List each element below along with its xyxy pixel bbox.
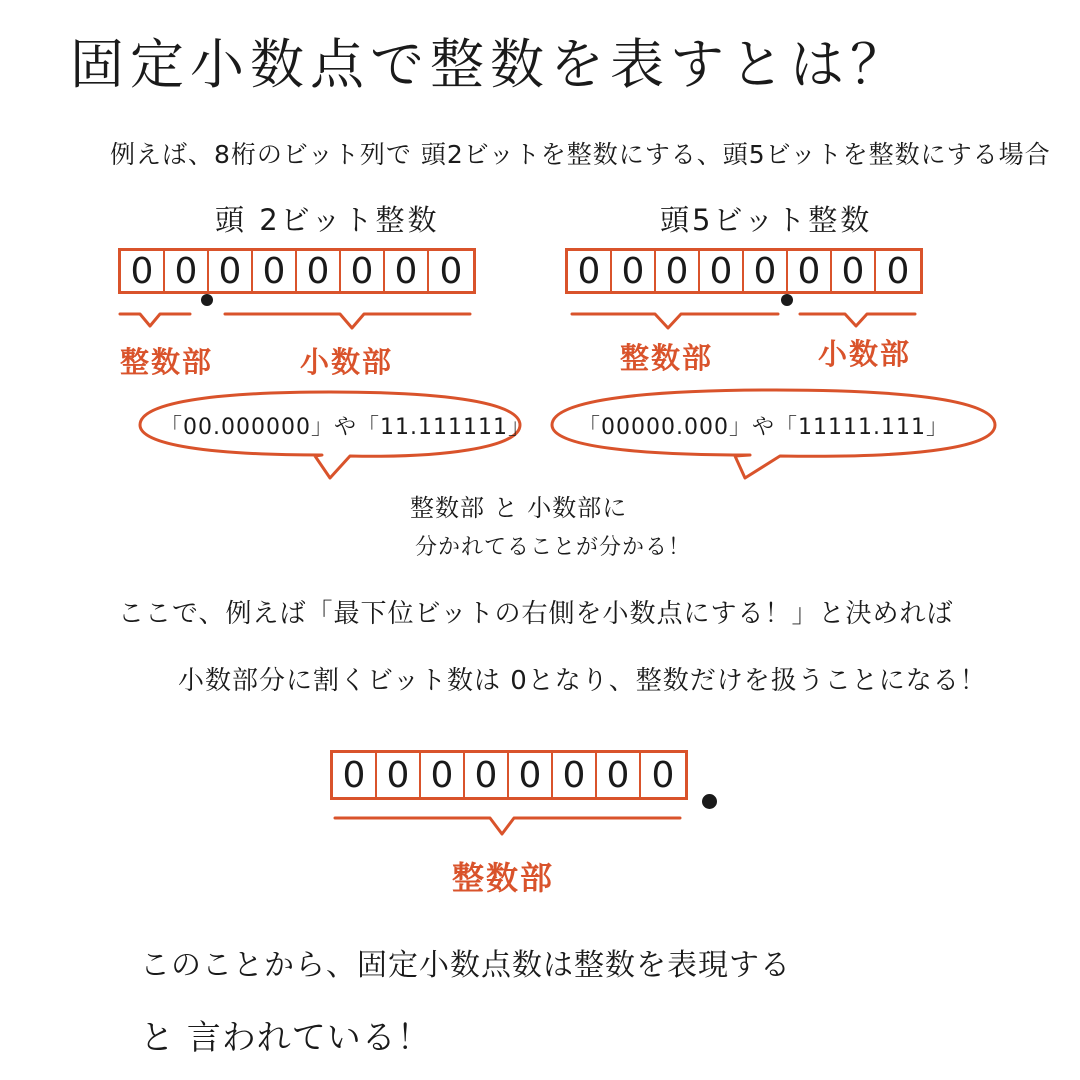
left-fraction-label: 小数部 <box>300 345 394 379</box>
intro-text: 例えば、8桁のビット列で 頭2ビットを整数にする、頭5ビットを整数にする場合 <box>110 140 1051 169</box>
page-title: 固定小数点で整数を表すとは？ <box>70 33 910 96</box>
bit-cell: 0 <box>700 251 744 291</box>
bit-cell: 0 <box>744 251 788 291</box>
bit-cell: 0 <box>333 753 377 797</box>
bit-cell: 0 <box>121 251 165 291</box>
bit-cell: 0 <box>165 251 209 291</box>
bottom-integer-brace <box>335 818 680 834</box>
bit-cell: 0 <box>465 753 509 797</box>
bit-cell: 0 <box>341 251 385 291</box>
body-line1: ここで、例えば「最下位ビットの右側を小数点にする！」と決めれば <box>118 599 954 629</box>
left-bubble-text: 「00.000000」や「11.111111」 <box>160 415 531 440</box>
split-note-line1: 整数部 と 小数部に <box>410 494 628 522</box>
bit-cell: 0 <box>253 251 297 291</box>
right-integer-brace <box>572 314 778 328</box>
right-fraction-brace <box>800 314 915 326</box>
body-line2: 小数部分に割くビット数は 0となり、整数だけを扱うことになる！ <box>178 666 987 696</box>
bit-cell: 0 <box>651 754 675 796</box>
conclusion-line2: と 言われている！ <box>140 1018 432 1058</box>
bit-cell: 0 <box>788 251 832 291</box>
bottom-bit-register <box>330 750 688 800</box>
bottom-binary-point <box>702 794 717 809</box>
bit-cell: 0 <box>612 251 656 291</box>
right-fraction-label: 小数部 <box>818 337 912 371</box>
bit-cell: 0 <box>377 753 421 797</box>
right-heading: 頭5ビット整数 <box>660 203 873 237</box>
split-note-line2: 分かれてることが分かる！ <box>415 535 692 560</box>
left-fraction-brace <box>225 314 470 328</box>
right-integer-label: 整数部 <box>620 341 714 375</box>
conclusion-line1: このことから、固定小数点数は整数を表現する <box>140 948 791 983</box>
left-integer-brace <box>120 314 190 326</box>
left-integer-label: 整数部 <box>120 345 214 379</box>
bit-cell: 0 <box>886 250 910 292</box>
bit-cell: 0 <box>832 251 876 291</box>
bit-cell: 0 <box>439 250 463 292</box>
right-bubble-text: 「00000.000」や「11111.111」 <box>578 415 949 440</box>
bit-cell: 0 <box>656 251 700 291</box>
bit-cell: 0 <box>385 251 429 291</box>
left-heading: 頭 2ビット整数 <box>215 203 440 237</box>
bit-cell: 0 <box>209 251 253 291</box>
bottom-integer-label: 整数部 <box>452 859 555 897</box>
bit-cell: 0 <box>553 753 597 797</box>
bit-cell: 0 <box>509 753 553 797</box>
bit-cell: 0 <box>597 753 641 797</box>
bit-cell: 0 <box>297 251 341 291</box>
bit-cell: 0 <box>421 753 465 797</box>
bit-cell: 0 <box>568 251 612 291</box>
